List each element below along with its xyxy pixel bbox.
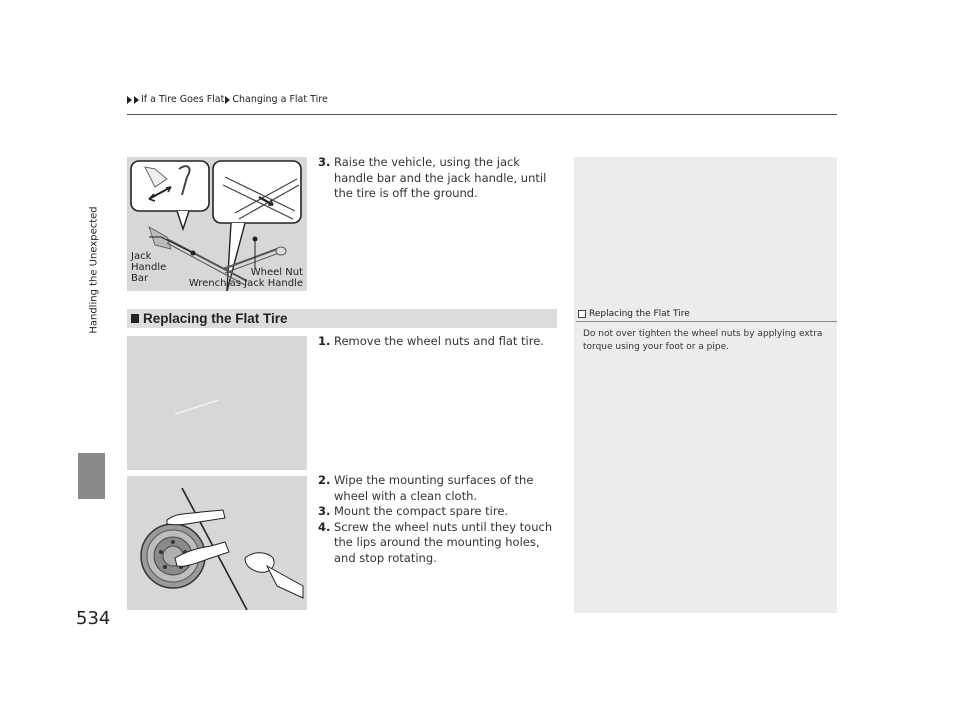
wipe-wheel-drawing bbox=[127, 476, 307, 610]
step-text: Screw the wheel nuts until they touch the lips around the mounting holes, and stop rotating. bbox=[334, 519, 553, 565]
label-jack-line3: Bar bbox=[131, 273, 149, 284]
section-heading bbox=[127, 309, 557, 328]
label-wrench-line1: Wheel Nut bbox=[250, 267, 303, 278]
step-text: Wipe the mounting surfaces of the wheel with a clean cloth. bbox=[334, 473, 534, 503]
wipe-wheel-illustration bbox=[127, 476, 307, 610]
jack-handle-illustration bbox=[127, 157, 307, 291]
side-tab-label bbox=[84, 80, 104, 460]
breadcrumb-level2: Changing a Flat Tire bbox=[232, 94, 328, 105]
note-title-text: Replacing the Flat Tire bbox=[589, 309, 690, 319]
note-sidebar bbox=[574, 157, 837, 613]
breadcrumb-arrow-icon bbox=[225, 96, 230, 104]
step-text: Raise the vehicle, using the jack handle bar and the jack handle, until the tire is off the ground. bbox=[334, 155, 547, 200]
label-wrench-line2: Wrench as Jack Handle bbox=[188, 278, 303, 289]
breadcrumb-arrow-icon bbox=[127, 96, 132, 104]
breadcrumb-arrow-icon bbox=[134, 96, 139, 104]
note-divider bbox=[576, 321, 837, 322]
step-mount-spare bbox=[318, 504, 553, 520]
side-tab-text: Handling the Unexpected bbox=[88, 206, 100, 334]
step-text: Mount the compact spare tire. bbox=[334, 504, 509, 518]
section-marker-icon bbox=[131, 314, 139, 323]
step-text: Remove the wheel nuts and flat tire. bbox=[334, 334, 544, 348]
breadcrumb-level1: If a Tire Goes Flat bbox=[141, 94, 225, 105]
label-jack-line1: Jack bbox=[131, 251, 152, 262]
remove-tire-drawing bbox=[127, 336, 307, 470]
note-title bbox=[578, 309, 690, 319]
label-jack-line2: Handle bbox=[131, 262, 167, 273]
step-remove-nuts bbox=[318, 334, 553, 350]
label-jack-handle-bar bbox=[131, 251, 166, 284]
step-number: 4. bbox=[318, 519, 331, 534]
step-raise-vehicle bbox=[318, 155, 553, 202]
header-divider bbox=[127, 114, 837, 115]
section-title: Replacing the Flat Tire bbox=[143, 311, 288, 326]
step-number: 3. bbox=[318, 155, 331, 169]
side-tab-marker bbox=[78, 453, 105, 499]
remove-tire-illustration bbox=[127, 336, 307, 470]
step-number: 1. bbox=[318, 334, 331, 348]
step-wipe-surfaces bbox=[318, 473, 553, 504]
page-number: 534 bbox=[76, 608, 111, 629]
note-reference-icon bbox=[578, 310, 586, 318]
breadcrumb bbox=[127, 94, 328, 105]
note-body: Do not over tighten the wheel nuts by applying extra torque using your foot or a pipe. bbox=[583, 329, 823, 352]
label-wheel-nut-wrench bbox=[189, 267, 303, 289]
step-screw-nuts bbox=[318, 520, 553, 567]
steps-mount-spare bbox=[318, 473, 553, 566]
step-number: 3. bbox=[318, 504, 331, 518]
step-number: 2. bbox=[318, 473, 331, 487]
